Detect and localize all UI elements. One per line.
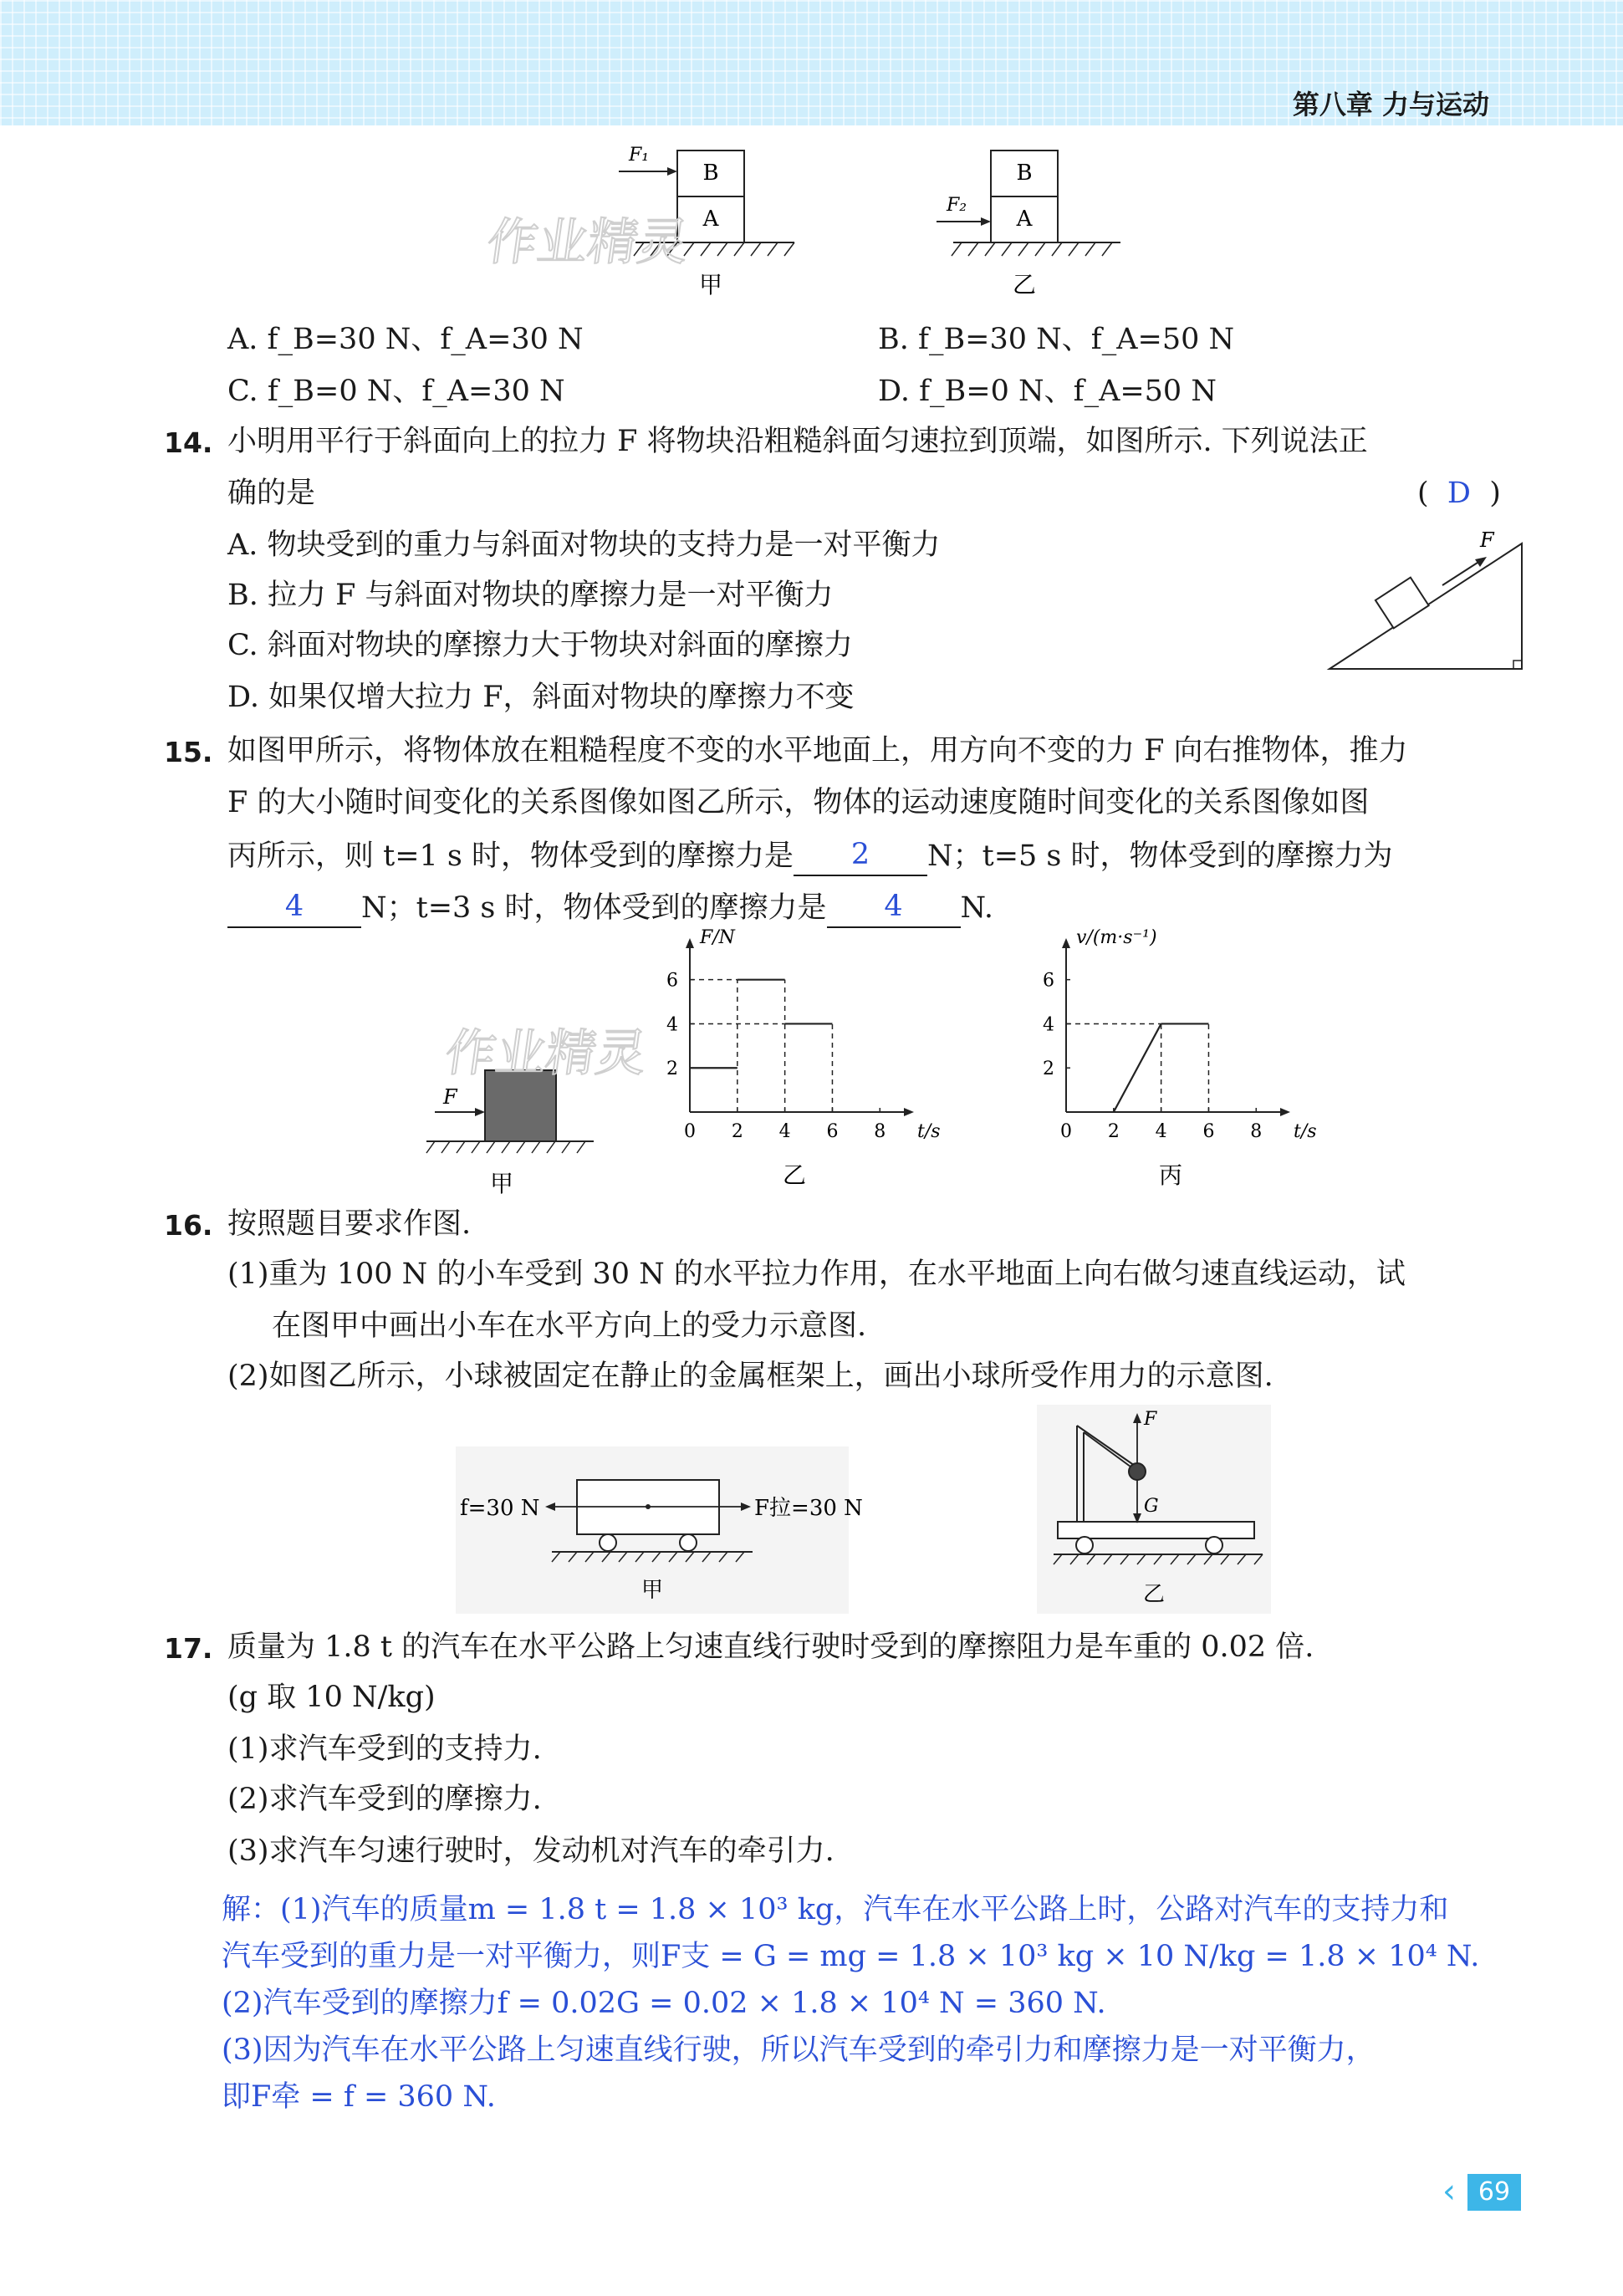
option-text: f_B=0 N、f_A=50 N: [919, 375, 1217, 408]
text: N；t=5 s 时，物体受到的摩擦力为: [927, 839, 1393, 873]
q13-option-a: [227, 319, 584, 360]
option-key: C.: [227, 375, 258, 408]
q15-line2: F 的大小随时间变化的关系图像如图乙所示，物体的运动速度随时间变化的关系图像如图: [227, 786, 1370, 819]
x-tick-label: 8: [874, 1121, 886, 1142]
page-number: 69: [1467, 2174, 1521, 2211]
x-tick-label: 8: [1250, 1121, 1263, 1142]
q14-option-d: [227, 677, 855, 717]
y-axis-arrow: [1062, 938, 1070, 948]
chart-title: 乙: [782, 1161, 807, 1189]
q14-option-b: [227, 575, 834, 615]
friction-label: f=30 N: [460, 1496, 540, 1521]
text: N.: [960, 891, 994, 925]
q13-option-b: [878, 319, 1234, 360]
y-axis-label: F/N: [700, 927, 735, 948]
q14-stem-line2: 确的是: [227, 477, 316, 510]
option-key: A.: [227, 528, 258, 562]
block-b-label: B: [702, 161, 719, 186]
block-a-label: A: [702, 207, 719, 232]
text: 丙所示，则 t=1 s 时，物体受到的摩擦力是: [227, 839, 794, 873]
q17-line1: 质量为 1.8 t 的汽车在水平公路上匀速直线行驶时受到的摩擦阻力是车重的 0.02 倍.: [227, 1630, 1314, 1664]
y-tick-label: 2: [1043, 1059, 1054, 1080]
chart-velocity-time: [1020, 927, 1330, 1204]
option-text: 斜面对物块的摩擦力大于物块对斜面的摩擦力: [267, 629, 853, 662]
q17-line2: (g 取 10 N/kg): [227, 1681, 436, 1714]
option-key: C.: [227, 629, 258, 662]
block: [1375, 578, 1429, 629]
force-f-label: F: [1480, 528, 1494, 552]
q16-stem: 按照题目要求作图.: [227, 1207, 472, 1241]
q13-jia-label: 甲: [698, 271, 723, 298]
page-arrow-icon: ‹: [1442, 2172, 1456, 2211]
watermark-text: 作业精灵: [441, 1024, 651, 1083]
watermark-text: 作业精灵: [483, 213, 692, 272]
x-tick-label: 0: [684, 1121, 696, 1142]
x-tick-label: 4: [1155, 1121, 1167, 1142]
frame-base: [1058, 1522, 1254, 1538]
q15-line3: [227, 834, 1393, 876]
text: N；t=3 s 时，物体受到的摩擦力是: [361, 891, 827, 925]
y-tick-label: 4: [666, 1014, 678, 1036]
force-f-label: F: [1144, 1409, 1157, 1430]
q15-line1: 如图甲所示，将物体放在粗糙程度不变的水平地面上，用方向不变的力 F 向右推物体，推力: [227, 734, 1408, 768]
q17-solution-line1: 解：(1)汽车的质量m = 1.8 t = 1.8 × 10³ kg，汽车在水平公路上时，公路对汽车的支持力和: [222, 1893, 1449, 1926]
q16-part1-line1: (1)重为 100 N 的小车受到 30 N 的水平拉力作用，在水平地面上向右做匀速直线运动，试: [227, 1258, 1406, 1291]
ball: [1129, 1463, 1146, 1480]
q14-answer: D: [1447, 477, 1471, 510]
q13-option-d: [878, 371, 1217, 411]
q14-option-c: [227, 625, 853, 666]
fig-jia-label: 甲: [641, 1578, 664, 1603]
y-tick-label: 6: [666, 970, 678, 992]
cart-wheel: [600, 1534, 616, 1551]
q15-line4: [227, 886, 993, 928]
q14-option-a: [227, 525, 941, 565]
x-tick-label: 6: [826, 1121, 839, 1142]
q16-part2: (2)如图乙所示，小球被固定在静止的金属框架上，画出小球所受作用力的示意图.: [227, 1360, 1273, 1393]
option-text: 如果仅增大拉力 F，斜面对物块的摩擦力不变: [268, 681, 855, 714]
x-axis-arrow: [1280, 1108, 1290, 1116]
series-segment: [1114, 1023, 1161, 1112]
q16-number: 16.: [164, 1209, 213, 1242]
option-key: B.: [878, 323, 909, 356]
pull-force-label: F拉=30 N: [754, 1496, 863, 1521]
x-tick-label: 4: [778, 1121, 791, 1142]
q14-answer-bracket: ( D ): [1417, 477, 1501, 510]
frame-wheel: [1206, 1537, 1222, 1554]
q13-yi-label: 乙: [1012, 271, 1037, 298]
q17-number: 17.: [164, 1632, 213, 1665]
q14-stem-line1: 小明用平行于斜面向上的拉力 F 将物块沿粗糙斜面匀速拉到顶端，如图所示. 下列说法正: [227, 425, 1368, 458]
q17-solution-line5: 即F牵 = f = 360 N.: [222, 2080, 496, 2114]
option-text: f_B=30 N、f_A=50 N: [918, 323, 1235, 356]
frame-wheel: [1076, 1537, 1093, 1554]
option-key: D.: [227, 681, 259, 714]
option-text: 拉力 F 与斜面对物块的摩擦力是一对平衡力: [268, 579, 834, 612]
option-key: B.: [227, 579, 258, 612]
q17-sub1: (1)求汽车受到的支持力.: [227, 1732, 542, 1766]
chapter-title: 第八章 力与运动: [1292, 89, 1489, 120]
x-tick-label: 0: [1060, 1121, 1072, 1142]
chart-title: 丙: [1158, 1161, 1183, 1189]
force-f2-label: F₂: [947, 195, 967, 216]
block-a-label: A: [1016, 207, 1033, 232]
force-g-label: G: [1144, 1496, 1159, 1517]
q14-incline-figure: [1321, 527, 1539, 677]
q16-part1-line2: 在图甲中画出小车在水平方向上的受力示意图.: [272, 1309, 867, 1343]
q17-sub3: (3)求汽车匀速行驶时，发动机对汽车的牵引力.: [227, 1834, 834, 1868]
option-key: A.: [227, 323, 258, 356]
x-tick-label: 2: [1107, 1121, 1120, 1142]
watermark: [485, 201, 736, 284]
q15-blank1[interactable]: 2: [794, 834, 927, 876]
x-axis-label: t/s: [917, 1121, 941, 1142]
q17-solution-line3: (2)汽车受到的摩擦力f = 0.02G = 0.02 × 1.8 × 10⁴ N = 360 N.: [222, 1987, 1106, 2020]
q13-figure-yi: [937, 151, 1120, 298]
q14-number: 14.: [164, 426, 213, 459]
x-tick-label: 2: [731, 1121, 743, 1142]
q17-solution-line2: 汽车受到的重力是一对平衡力，则F支 = G = mg = 1.8 × 10³ kg × 10 N/kg = 1.8 × 10⁴ N.: [222, 1940, 1480, 1973]
q16-figure-jia: [452, 1446, 863, 1614]
x-axis-label: t/s: [1294, 1121, 1317, 1142]
force-f-label: F: [443, 1085, 457, 1109]
option-text: f_B=30 N、f_A=30 N: [267, 323, 584, 356]
y-tick-label: 6: [1043, 970, 1054, 992]
option-text: 物块受到的重力与斜面对物块的支持力是一对平衡力: [267, 528, 941, 562]
y-tick-label: 4: [1043, 1014, 1054, 1036]
force-f1-label: F₁: [629, 145, 650, 166]
option-key: D.: [878, 375, 910, 408]
q15-blank2[interactable]: 4: [227, 886, 361, 928]
fig-jia-label: 甲: [489, 1170, 514, 1197]
option-text: f_B=0 N、f_A=30 N: [267, 375, 565, 408]
q16-figure-yi: [1037, 1405, 1271, 1614]
y-axis-label: v/(m·s⁻¹): [1076, 927, 1157, 948]
q13-option-c: [227, 371, 565, 411]
fig-yi-label: 乙: [1142, 1582, 1166, 1607]
x-axis-arrow: [904, 1108, 914, 1116]
q15-number: 15.: [164, 736, 213, 768]
cart-wheel: [680, 1534, 697, 1551]
q17-solution-line4: (3)因为汽车在水平公路上匀速直线行驶，所以汽车受到的牵引力和摩擦力是一对平衡力，: [222, 2033, 1375, 2067]
y-tick-label: 2: [666, 1059, 678, 1080]
block-b-label: B: [1016, 161, 1033, 186]
y-axis-arrow: [686, 938, 694, 948]
q17-sub2: (2)求汽车受到的摩擦力.: [227, 1783, 542, 1816]
q15-blank3[interactable]: 4: [827, 886, 961, 928]
x-tick-label: 6: [1202, 1121, 1215, 1142]
chart-force-time: [644, 927, 941, 1204]
